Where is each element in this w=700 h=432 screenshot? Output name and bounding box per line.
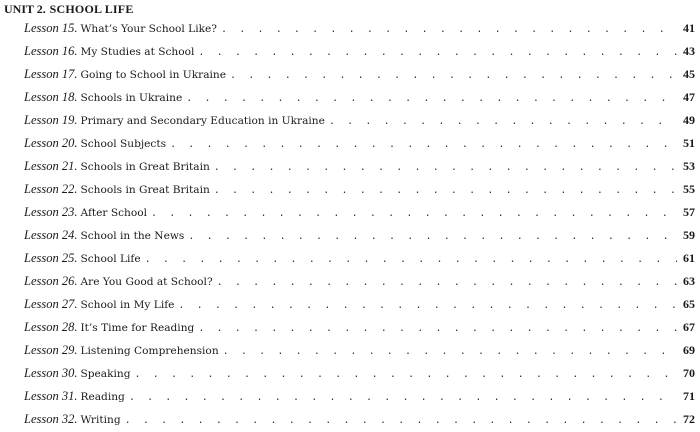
page-number: 67 <box>683 320 695 334</box>
toc-entry[interactable] <box>24 86 695 109</box>
lesson-number: Lesson 32. <box>24 412 78 426</box>
dot-leader <box>230 64 677 87</box>
lesson-number: Lesson 21. <box>24 159 78 173</box>
page-number: 45 <box>683 67 695 81</box>
lesson-title: Are You Good at School? <box>80 276 213 288</box>
page-number: 70 <box>683 366 695 380</box>
toc-entry[interactable] <box>24 155 695 178</box>
page-number: 65 <box>683 297 695 311</box>
toc-entry[interactable] <box>24 293 695 316</box>
lesson-number: Lesson 23. <box>24 205 78 219</box>
lesson-number: Lesson 28. <box>24 320 78 334</box>
lesson-number: Lesson 25. <box>24 251 78 265</box>
lesson-title: Listening Comprehension <box>80 345 219 357</box>
lesson-number: Lesson 16. <box>24 44 78 58</box>
dot-leader <box>214 179 677 202</box>
page-number: 71 <box>683 389 695 403</box>
page-number: 51 <box>683 136 695 150</box>
lesson-number: Lesson 22. <box>24 182 78 196</box>
toc-entry[interactable] <box>24 178 695 201</box>
page-number: 53 <box>683 159 695 173</box>
page-number: 59 <box>683 228 695 242</box>
page-number: 63 <box>683 274 695 288</box>
dot-leader <box>329 110 677 133</box>
lesson-title: School in My Life <box>80 299 175 311</box>
toc-entry[interactable] <box>24 408 695 431</box>
dot-leader <box>178 294 677 317</box>
toc-entry[interactable] <box>24 132 695 155</box>
page-number: 41 <box>683 21 695 35</box>
lesson-number: Lesson 30. <box>24 366 78 380</box>
dot-leader <box>198 317 677 340</box>
unit-title: SCHOOL LIFE <box>49 2 134 16</box>
lesson-number: Lesson 15. <box>24 21 78 35</box>
lesson-number: Lesson 27. <box>24 297 78 311</box>
page-number: 57 <box>683 205 695 219</box>
dot-leader <box>198 41 677 64</box>
page-number: 69 <box>683 343 695 357</box>
lesson-title: It’s Time for Reading <box>80 322 195 334</box>
toc-entry[interactable] <box>24 339 695 362</box>
lesson-title: My Studies at School <box>80 46 195 58</box>
page-number: 61 <box>683 251 695 265</box>
lesson-title: School in the News <box>80 230 185 242</box>
lesson-number: Lesson 18. <box>24 90 78 104</box>
toc-entry[interactable] <box>24 362 695 385</box>
toc-entry[interactable] <box>24 385 695 408</box>
lesson-number: Lesson 24. <box>24 228 78 242</box>
page-number: 72 <box>683 412 695 426</box>
toc-entry[interactable] <box>24 109 695 132</box>
page-number: 43 <box>683 44 695 58</box>
lesson-list <box>4 17 695 431</box>
dot-leader <box>135 363 677 386</box>
toc-entry[interactable] <box>24 270 695 293</box>
dot-leader <box>151 202 677 225</box>
lesson-title: School Life <box>80 253 141 265</box>
toc-entry[interactable] <box>24 224 695 247</box>
toc-entry[interactable] <box>24 316 695 339</box>
lesson-number: Lesson 26. <box>24 274 78 288</box>
page-number: 47 <box>683 90 695 104</box>
dot-leader <box>129 386 677 409</box>
toc-entry[interactable] <box>24 40 695 63</box>
dot-leader <box>125 409 677 432</box>
lesson-title: School Subjects <box>80 138 167 150</box>
toc-entry[interactable] <box>24 247 695 270</box>
lesson-title: Speaking <box>80 368 131 380</box>
dot-leader <box>145 248 677 271</box>
lesson-number: Lesson 31. <box>24 389 78 403</box>
lesson-number: Lesson 29. <box>24 343 78 357</box>
lesson-title: After School <box>80 207 147 219</box>
lesson-title: Going to School in Ukraine <box>80 69 226 81</box>
dot-leader <box>188 225 677 248</box>
lesson-title: What’s Your School Like? <box>80 23 217 35</box>
lesson-number: Lesson 19. <box>24 113 78 127</box>
lesson-number: Lesson 20. <box>24 136 78 150</box>
page-number: 55 <box>683 182 695 196</box>
dot-leader <box>217 271 677 294</box>
unit-heading <box>4 0 695 17</box>
toc-entry[interactable] <box>24 63 695 86</box>
lesson-title: Primary and Secondary Education in Ukraine <box>80 115 325 127</box>
dot-leader <box>214 156 677 179</box>
dot-leader <box>221 18 677 41</box>
dot-leader <box>223 340 677 363</box>
dot-leader <box>170 133 677 156</box>
lesson-title: Schools in Ukraine <box>80 92 183 104</box>
lesson-title: Writing <box>80 414 121 426</box>
lesson-title: Schools in Great Britain <box>80 184 210 196</box>
toc-entry[interactable] <box>24 17 695 40</box>
lesson-title: Reading <box>80 391 125 403</box>
lesson-title: Schools in Great Britain <box>80 161 210 173</box>
unit-number: UNIT 2. <box>4 2 46 16</box>
lesson-number: Lesson 17. <box>24 67 78 81</box>
dot-leader <box>186 87 677 110</box>
page-number: 49 <box>683 113 695 127</box>
toc-entry[interactable] <box>24 201 695 224</box>
